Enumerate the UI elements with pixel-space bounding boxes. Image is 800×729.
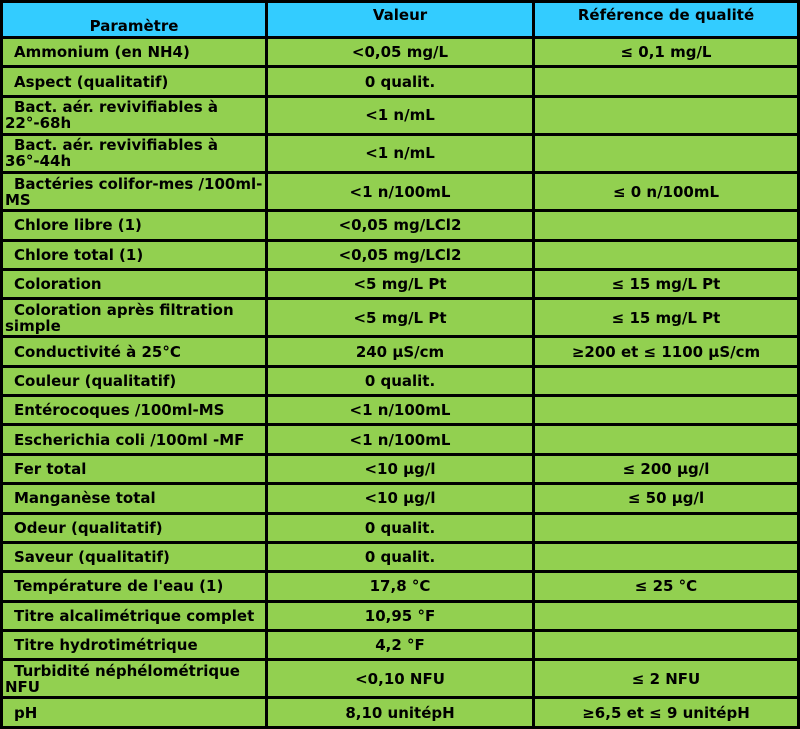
value-cell: <0,10 NFU (268, 661, 532, 696)
param-cell (3, 699, 265, 726)
value-cell: <5 mg/L Pt (268, 300, 532, 335)
table-row (3, 426, 797, 452)
reference-cell (535, 368, 797, 394)
table-row (3, 544, 797, 570)
param-text: pH (14, 703, 38, 722)
reference-cell: ≤ 15 mg/L Pt (535, 300, 797, 335)
value-cell: 10,95 °F (268, 603, 532, 629)
param-cell (3, 98, 265, 133)
table-row (3, 397, 797, 423)
reference-cell (535, 515, 797, 541)
value-cell: <0,05 mg/LCl2 (268, 242, 532, 268)
table-row (3, 39, 797, 65)
value-cell: <1 n/mL (268, 136, 532, 171)
reference-cell (535, 136, 797, 171)
param-cell (3, 368, 265, 394)
reference-cell (535, 397, 797, 423)
param-text: Bact. aér. revivifiables à 36°-44h (5, 136, 218, 171)
value-cell: <0,05 mg/L (268, 39, 532, 65)
reference-cell (535, 98, 797, 133)
param-text: Chlore libre (1) (14, 216, 142, 235)
reference-cell (535, 212, 797, 238)
param-text: Ammonium (en NH4) (14, 43, 190, 62)
table-row (3, 368, 797, 394)
param-text: Saveur (qualitatif) (14, 548, 170, 567)
value-cell: <1 n/mL (268, 98, 532, 133)
value-cell: <10 µg/l (268, 485, 532, 511)
param-cell (3, 136, 265, 171)
param-cell (3, 426, 265, 452)
table-row (3, 338, 797, 364)
reference-cell (535, 632, 797, 658)
param-text: Aspect (qualitatif) (14, 72, 169, 91)
param-text: Turbidité néphélométrique NFU (5, 661, 240, 696)
reference-cell (535, 242, 797, 268)
table-row (3, 212, 797, 238)
table-row (3, 136, 797, 171)
value-cell: 0 qualit. (268, 515, 532, 541)
header-parametre: Paramètre (3, 3, 265, 36)
reference-cell: ≥6,5 et ≤ 9 unitépH (535, 699, 797, 726)
value-cell: 4,2 °F (268, 632, 532, 658)
table-row (3, 485, 797, 511)
param-cell (3, 39, 265, 65)
value-cell: <1 n/100mL (268, 397, 532, 423)
table-row (3, 242, 797, 268)
header-valeur: Valeur (268, 3, 532, 36)
param-text: Entérocoques /100ml-MS (14, 401, 225, 420)
reference-cell (535, 426, 797, 452)
table-row (3, 632, 797, 658)
param-cell (3, 456, 265, 482)
reference-cell: ≤ 25 °C (535, 573, 797, 599)
param-text: Fer total (14, 459, 87, 478)
param-text: Escherichia coli /100ml -MF (14, 430, 245, 449)
value-cell: <0,05 mg/LCl2 (268, 212, 532, 238)
table-row (3, 174, 797, 209)
param-text: Coloration après filtration simple (5, 300, 234, 335)
param-cell (3, 573, 265, 599)
reference-cell (535, 603, 797, 629)
value-cell: <10 µg/l (268, 456, 532, 482)
param-cell (3, 271, 265, 297)
reference-cell: ≥200 et ≤ 1100 µS/cm (535, 338, 797, 364)
reference-cell: ≤ 200 µg/l (535, 456, 797, 482)
param-cell (3, 632, 265, 658)
reference-cell: ≤ 0,1 mg/L (535, 39, 797, 65)
table-row (3, 68, 797, 94)
value-cell: <5 mg/L Pt (268, 271, 532, 297)
reference-cell: ≤ 0 n/100mL (535, 174, 797, 209)
param-text: Titre hydrotimétrique (14, 636, 198, 655)
param-text: Chlore total (1) (14, 245, 144, 264)
param-text: Manganèse total (14, 489, 156, 508)
reference-cell (535, 68, 797, 94)
param-text: Conductivité à 25°C (14, 342, 181, 361)
table-row (3, 573, 797, 599)
value-cell: 17,8 °C (268, 573, 532, 599)
table-row (3, 300, 797, 335)
value-cell: <1 n/100mL (268, 426, 532, 452)
param-text: Odeur (qualitatif) (14, 518, 163, 537)
table-row (3, 271, 797, 297)
table-row (3, 456, 797, 482)
param-cell (3, 242, 265, 268)
value-cell: 8,10 unitépH (268, 699, 532, 726)
param-text: Température de l'eau (1) (14, 577, 224, 596)
table-row (3, 515, 797, 541)
param-cell (3, 174, 265, 209)
header-reference: Référence de qualité (535, 3, 797, 36)
param-cell (3, 485, 265, 511)
param-cell (3, 544, 265, 570)
param-cell (3, 603, 265, 629)
table-row (3, 98, 797, 133)
param-text: Bact. aér. revivifiables à 22°-68h (5, 98, 218, 133)
reference-cell: ≤ 2 NFU (535, 661, 797, 696)
table-row (3, 699, 797, 726)
reference-cell (535, 544, 797, 570)
param-text: Coloration (14, 275, 102, 294)
param-text: Couleur (qualitatif) (14, 371, 177, 390)
param-cell (3, 68, 265, 94)
value-cell: <1 n/100mL (268, 174, 532, 209)
reference-cell: ≤ 50 µg/l (535, 485, 797, 511)
param-text: Titre alcalimétrique complet (14, 606, 255, 625)
header-row (3, 3, 797, 36)
param-cell (3, 300, 265, 335)
param-cell (3, 661, 265, 696)
value-cell: 0 qualit. (268, 544, 532, 570)
param-cell (3, 515, 265, 541)
param-cell (3, 397, 265, 423)
param-cell (3, 212, 265, 238)
value-cell: 0 qualit. (268, 368, 532, 394)
reference-cell: ≤ 15 mg/L Pt (535, 271, 797, 297)
value-cell: 240 µS/cm (268, 338, 532, 364)
table-row (3, 661, 797, 696)
param-cell (3, 338, 265, 364)
param-text: Bactéries colifor-mes /100ml-MS (5, 174, 263, 209)
value-cell: 0 qualit. (268, 68, 532, 94)
table-row (3, 603, 797, 629)
